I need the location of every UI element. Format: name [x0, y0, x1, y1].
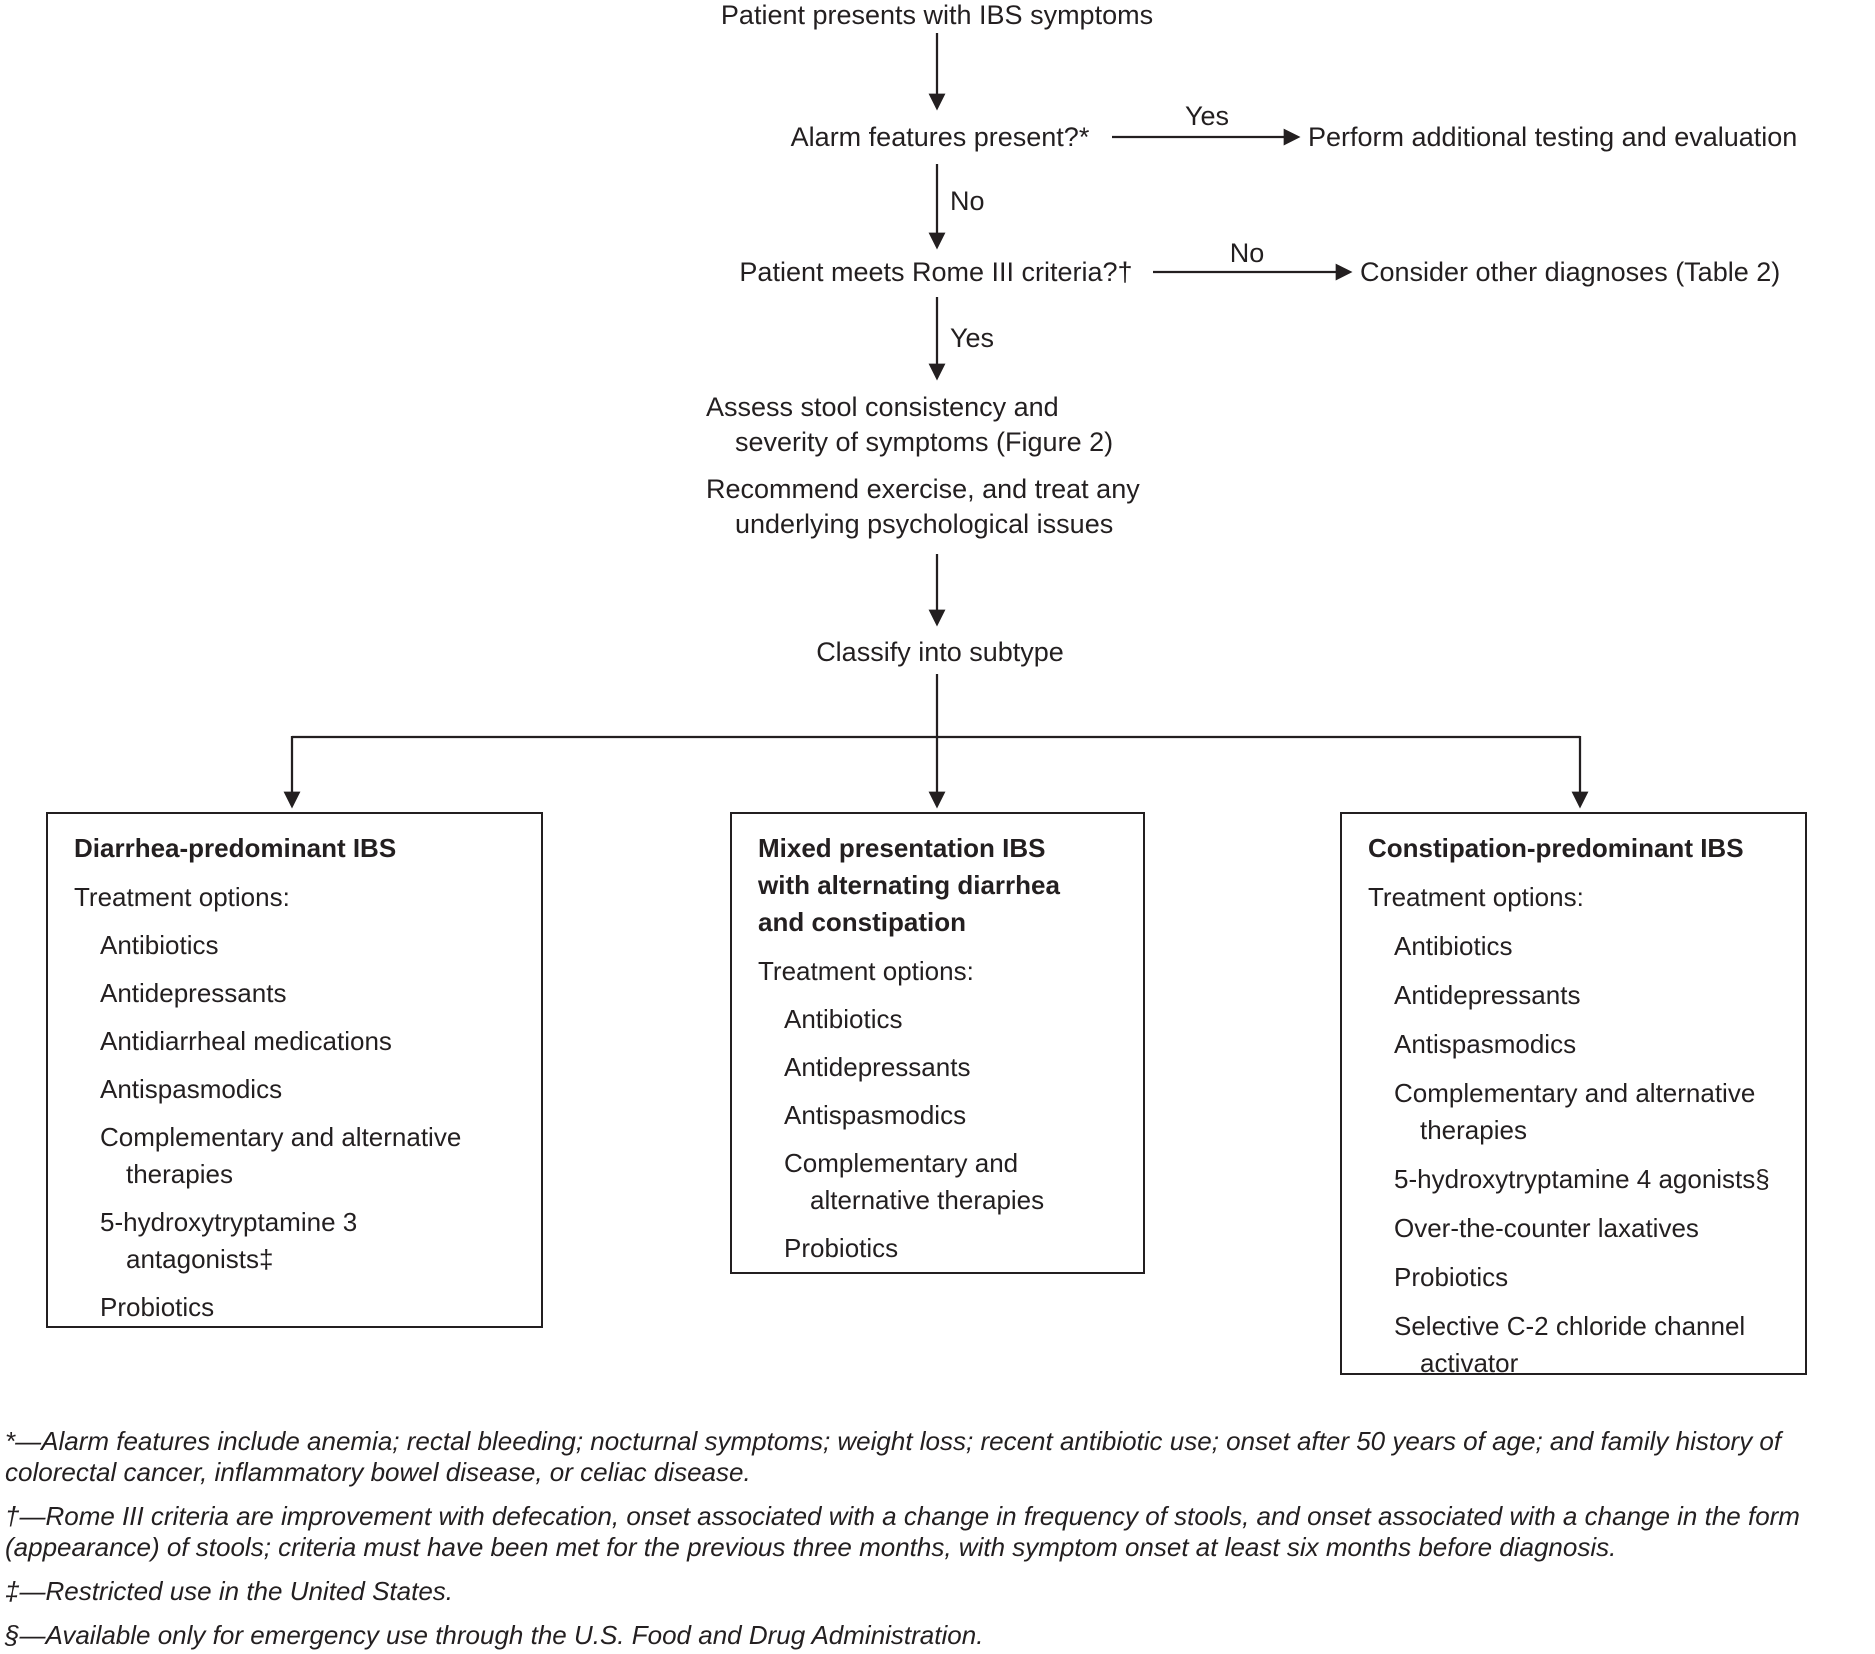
treatment-item: 5-hydroxytryptamine 4 agonists§: [1394, 1164, 1770, 1194]
node-decision-rome: Patient meets Rome III criteria?†: [739, 257, 1133, 287]
treatment-item: Complementary and alternative therapies: [100, 1122, 462, 1189]
footnote-restricted-use: ‡—Restricted use in the United States.: [5, 1576, 454, 1606]
box-subtitle-diarrhea: Treatment options:: [74, 882, 290, 912]
footnotes: [5, 1426, 1867, 1654]
treatment-item: Probiotics: [1394, 1262, 1509, 1292]
treatment-item: Antibiotics: [784, 1004, 903, 1034]
subtype-box-constipation: [1340, 812, 1807, 1378]
subtype-box-mixed: [730, 812, 1145, 1274]
treatment-item: Selective C-2 chloride channel activator: [1394, 1311, 1746, 1378]
treatment-item: Complementary and alternative therapies: [784, 1148, 1045, 1215]
node-assess-line1: Assess stool consistency and: [706, 392, 1059, 422]
node-recommend-line2: underlying psychological issues: [735, 509, 1114, 539]
edge-label-rome-yes: Yes: [950, 323, 995, 353]
footnote-alarm-features: *—Alarm features include anemia; rectal bleeding; nocturnal symptoms; weight loss; recent antibiotic use; onset after 50 years of age; and family history of colorectal cancer, inflammatory bowel disease, or celiac disease.: [5, 1426, 1782, 1487]
treatment-item: 5-hydroxytryptamine 3 antagonists‡: [100, 1207, 358, 1274]
treatment-item: Probiotics: [100, 1292, 215, 1322]
treatment-item: Antibiotics: [100, 930, 219, 960]
footnote-emergency-use: §—Available only for emergency use through the U.S. Food and Drug Administration.: [5, 1620, 984, 1650]
node-classify: Classify into subtype: [816, 637, 1064, 667]
treatment-item: Antidepressants: [784, 1052, 971, 1082]
edge-label-rome-no: No: [1229, 238, 1265, 268]
treatment-item: Probiotics: [784, 1233, 899, 1263]
box-title-diarrhea: Diarrhea-predominant IBS: [74, 833, 397, 863]
node-decision-alarm: Alarm features present?*: [790, 122, 1090, 152]
node-recommend-line1: Recommend exercise, and treat any: [706, 474, 1140, 504]
subtype-box-diarrhea: [46, 812, 543, 1328]
treatment-item: Antispasmodics: [1394, 1029, 1577, 1059]
treatment-item: Over-the-counter laxatives: [1394, 1213, 1699, 1243]
treatment-item: Antispasmodics: [784, 1100, 967, 1130]
node-other-diagnoses: Consider other diagnoses (Table 2): [1360, 257, 1781, 287]
box-title-constipation: Constipation-predominant IBS: [1368, 833, 1744, 863]
node-assess-line2: severity of symptoms (Figure 2): [735, 427, 1114, 457]
treatment-item: Antidiarrheal medications: [100, 1026, 392, 1056]
box-subtitle-mixed: Treatment options:: [758, 956, 974, 986]
edge-label-alarm-no: No: [950, 186, 985, 216]
node-additional-testing: Perform additional testing and evaluation: [1308, 122, 1798, 152]
edge-label-alarm-yes: Yes: [1185, 101, 1230, 131]
box-title-mixed: Mixed presentation IBS with alternating diarrhea and constipation: [758, 833, 1060, 937]
box-subtitle-constipation: Treatment options:: [1368, 882, 1584, 912]
footnote-rome-criteria: †—Rome III criteria are improvement with defecation, onset associated with a change in frequency of stools, and onset associated with a change in the form (appearance) of stools; criteria must have been met for the previous three months, with symptom onset at least six months before diagnosis.: [5, 1501, 1800, 1562]
treatment-item: Antispasmodics: [100, 1074, 283, 1104]
treatment-item: Antidepressants: [100, 978, 287, 1008]
treatment-item: Antibiotics: [1394, 931, 1513, 961]
treatment-item: Complementary and alternative therapies: [1394, 1078, 1756, 1145]
node-start: Patient presents with IBS symptoms: [720, 0, 1154, 30]
treatment-item: Antidepressants: [1394, 980, 1581, 1010]
